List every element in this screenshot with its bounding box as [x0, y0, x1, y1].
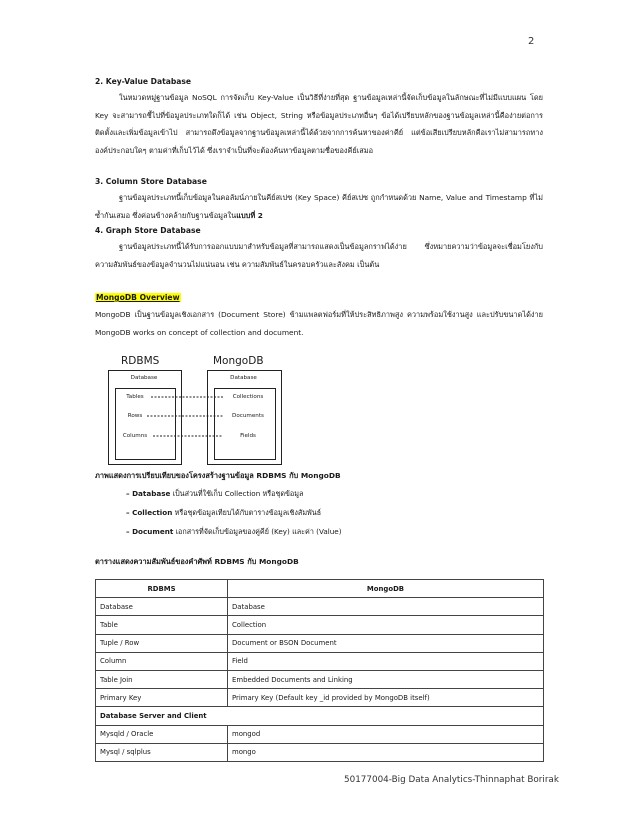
paragraph-graph-store: ฐานข้อมูลประเภทนี้ได้รับการออกแบบมาสำหรับข้อมูลที่สามารถแสดงเป็นข้อมูลกราฟได้ง่าย ซึ่งหมายความว่าข้อมูลจะเชื่อมโยงกับความสัมพันธ์ของข้อมูลจำนวนไม่แน่นอน เช่น ความสัมพันธ์ในครอบครัวและสังคม เป็นต้น — [95, 242, 543, 269]
paragraph-key-value: ในหมวดหมู่ฐานข้อมูล NoSQL การจัดเก็บ Key-Value เป็นวิธีที่ง่ายที่สุด ฐานข้อมูลเหล่านี้จัดเก็บข้อมูลในลักษณะที่ไม่มีแบบแผน โดย Key จะสามารถชี้ไปที่ข้อมูลประเภทใดก็ได้ เช่น Object, String หรือข้อมูลประเภทอื่นๆ ข้อได้เปรียบหลักของฐานข้อมูลเหล่านี้คือง่ายต่อการติดตั้งและเพิ่มข้อมูลเข้าไป สามารถดึงข้อมูลจากฐานข้อมูลเหล่านี้ได้ด้วยจากการค้นหาของค่าคีย์ แต่ข้อเสียเปรียบหลักคือเราไม่สามารถทางองค์ประกอบใดๆ ตามค่าที่เก็บไว้ได้ ซึ่งเราจำเป็นที่จะต้องค้นหาข้อมูลตามชื่อของคีย์เสมอ — [95, 93, 543, 155]
bullet-collection — [126, 508, 321, 519]
table-section-row — [96, 707, 544, 725]
table-cell: Table Join — [96, 670, 228, 688]
diagram-caption: ภาพแสดงการเปรียบเทียบของโครงสร้างฐานข้อมูล RDBMS กับ MongoDB — [95, 471, 341, 480]
table-cell: Primary Key — [96, 689, 228, 707]
bullet-term: – Database — [126, 489, 171, 498]
diagram-connectors — [103, 355, 283, 465]
column-store-text: ฐานข้อมูลประเภทนี้เก็บข้อมูลในคอลัมน์ภายในคีย์สเปซ (Key Space) คีย์สเปซ ถูกกำหนดด้วย Name, Value and Timestamp ที่ไม่ซ้ำกันเสมอ ซึ่งค่อนข้างคล้ายกับฐานข้อมูลใน — [95, 193, 543, 220]
paragraph-column-store — [95, 189, 543, 224]
table-cell: Mysql / sqlplus — [96, 743, 228, 761]
bullet-database — [126, 489, 303, 500]
diagram-tables: Tables — [126, 394, 144, 400]
paragraph-mongodb: MongoDB เป็นฐานข้อมูลเชิงเอกสาร (Document Store) ข้ามแพลตฟอร์มที่ให้ประสิทธิภาพสูง ความพร้อมใช้งานสูง และปรับขนาดได้ง่าย MongoDB works on concept of collection and document. — [95, 310, 543, 337]
table-row — [96, 725, 544, 743]
heading-graph-store: 4. Graph Store Database — [95, 226, 201, 235]
table-row — [96, 743, 544, 761]
table-cell: mongod — [228, 725, 544, 743]
table-cell: Column — [96, 652, 228, 670]
diagram-documents: Documents — [232, 413, 264, 419]
bullet-document — [126, 527, 342, 538]
table-cell: Tuple / Row — [96, 634, 228, 652]
page-number: 2 — [528, 36, 535, 47]
bullet-term: – Document — [126, 527, 174, 536]
table-header-row — [96, 580, 544, 598]
table-row — [96, 689, 544, 707]
diagram-mongodb-title: MongoDB — [213, 355, 264, 367]
table-row — [96, 670, 544, 688]
diagram-left-database: Database — [130, 375, 158, 381]
table-row — [96, 634, 544, 652]
bullet-desc: หรือชุดข้อมูลเทียบได้กับตารางข้อมูลเชิงสัมพันธ์ — [172, 508, 322, 517]
table-cell: Document or BSON Document — [228, 634, 544, 652]
table-cell: Embedded Documents and Linking — [228, 670, 544, 688]
comparison-table — [95, 579, 544, 762]
table-cell: Collection — [228, 616, 544, 634]
diagram-collections: Collections — [232, 394, 264, 400]
rdbms-mongodb-diagram — [103, 355, 283, 465]
table-header-mongodb: MongoDB — [228, 580, 544, 598]
page-footer: 50177004-Big Data Analytics-Thinnaphat Borirak — [344, 775, 559, 785]
table-cell: Database — [228, 598, 544, 616]
table-cell: Primary Key (Default key _id provided by MongoDB itself) — [228, 689, 544, 707]
table-cell: mongo — [228, 743, 544, 761]
diagram-columns: Columns — [122, 433, 148, 439]
column-store-bold: แบบที่ 2 — [236, 210, 263, 220]
table-row — [96, 616, 544, 634]
table-cell: Database — [96, 598, 228, 616]
table-row — [96, 652, 544, 670]
heading-key-value: 2. Key-Value Database — [95, 77, 192, 86]
bullet-term: – Collection — [126, 508, 173, 517]
diagram-rows: Rows — [127, 413, 143, 419]
heading-column-store: 3. Column Store Database — [95, 177, 207, 186]
heading-mongodb-overview — [95, 293, 181, 302]
table-cell: Mysqld / Oracle — [96, 725, 228, 743]
diagram-right-database: Database — [230, 375, 257, 381]
bullet-desc: เอกสารที่จัดเก็บข้อมูลของคู่คีย์ (Key) และค่า (Value) — [173, 527, 342, 536]
table-row — [96, 598, 544, 616]
table-caption: ตารางแสดงความสัมพันธ์ของคำศัพท์ RDBMS กับ MongoDB — [95, 557, 299, 566]
diagram-fields: Fields — [240, 433, 256, 439]
table-section-label: Database Server and Client — [96, 707, 544, 725]
bullet-desc: เป็นส่วนที่ใช้เก็บ Collection หรือชุดข้อมูล — [170, 489, 304, 498]
table-header-rdbms: RDBMS — [96, 580, 228, 598]
table-cell: Field — [228, 652, 544, 670]
diagram-rdbms-title: RDBMS — [121, 355, 160, 367]
mongodb-overview-highlight: MongoDB Overview — [96, 293, 180, 302]
table-cell: Table — [96, 616, 228, 634]
